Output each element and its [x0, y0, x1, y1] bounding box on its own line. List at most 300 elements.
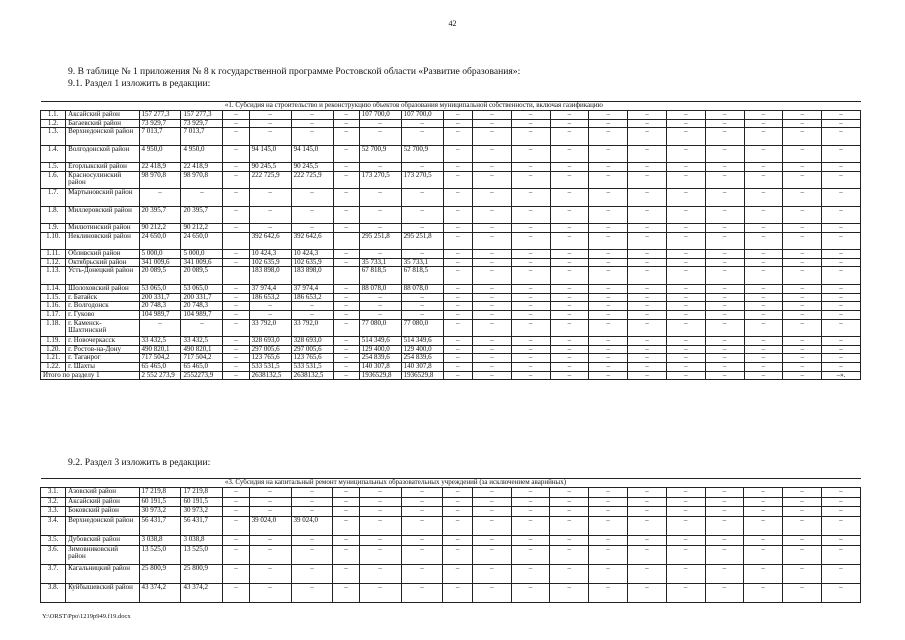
value-cell: – — [333, 171, 359, 188]
table-row — [41, 488, 861, 498]
value-cell: – — [705, 293, 744, 302]
value-cell: – — [291, 128, 333, 145]
value-cell: – — [822, 310, 861, 319]
value-cell: – — [359, 535, 401, 545]
value-cell: – — [783, 206, 822, 223]
value-cell: – — [223, 284, 249, 293]
row-number: 1.5. — [41, 163, 66, 172]
value-cell: 200 331,7 — [139, 293, 181, 302]
value-cell: – — [589, 583, 628, 602]
value-cell: – — [472, 284, 511, 293]
value-cell: – — [666, 232, 705, 249]
municipality-name: г. Каменск-Шахтинский — [66, 319, 139, 336]
value-cell: – — [628, 145, 667, 162]
value-cell: 37 974,4 — [249, 284, 291, 293]
value-cell: – — [359, 206, 401, 223]
value-cell: – — [783, 371, 822, 380]
value-cell — [223, 232, 249, 249]
value-cell: – — [783, 564, 822, 583]
value-cell: – — [511, 371, 550, 380]
value-cell: – — [628, 128, 667, 145]
value-cell: 33 792,0 — [291, 319, 333, 336]
value-cell: – — [666, 345, 705, 354]
value-cell: – — [333, 163, 359, 172]
subsidy-table-section-1 — [40, 101, 861, 380]
value-cell: – — [705, 488, 744, 498]
value-cell: – — [359, 189, 401, 206]
value-cell: – — [744, 145, 783, 162]
value-cell: – — [627, 497, 666, 507]
municipality-name: Волгодонской район — [66, 145, 139, 162]
value-cell: – — [223, 163, 249, 172]
row-number: 3.6. — [41, 545, 66, 564]
table-row — [41, 345, 861, 354]
value-cell: – — [589, 564, 628, 583]
table-row — [41, 363, 861, 372]
value-cell: – — [744, 293, 783, 302]
value-cell: – — [822, 293, 861, 302]
value-cell: – — [666, 267, 705, 284]
value-cell: – — [822, 337, 861, 346]
value-cell: – — [472, 250, 511, 259]
value-cell: – — [628, 302, 667, 311]
value-cell: 7 013,7 — [139, 128, 181, 145]
table-row — [41, 258, 861, 267]
value-cell: – — [550, 128, 589, 145]
value-cell: – — [511, 497, 550, 507]
value-cell: – — [744, 111, 783, 120]
value-cell: – — [333, 258, 359, 267]
section-header-row — [41, 479, 861, 488]
value-cell: 222 725,9 — [249, 171, 291, 188]
value-cell: – — [589, 310, 628, 319]
value-cell: – — [550, 319, 589, 336]
value-cell: – — [333, 545, 359, 564]
value-cell: – — [822, 232, 861, 249]
value-cell: – — [550, 302, 589, 311]
municipality-name: Красносулинский район — [66, 171, 139, 188]
municipality-name: Верхнедонской район — [66, 128, 139, 145]
value-cell: 129 400,0 — [401, 345, 443, 354]
value-cell: 39 024,0 — [291, 516, 333, 535]
value-cell: – — [550, 354, 589, 363]
row-number: 3.8. — [41, 583, 66, 602]
municipality-name: Верхнедонской район — [66, 516, 139, 535]
table-row — [41, 319, 861, 336]
value-cell: – — [628, 354, 667, 363]
value-cell: – — [822, 345, 861, 354]
value-cell: – — [443, 284, 472, 293]
row-number: 1.10. — [41, 232, 66, 249]
value-cell: – — [821, 507, 860, 517]
value-cell: 22 418,9 — [181, 163, 223, 172]
intro-line-2: 9.1. Раздел 1 изложить в редакции: — [68, 78, 211, 89]
row-number: 1.21. — [41, 354, 66, 363]
value-cell: 183 898,0 — [291, 267, 333, 284]
value-cell: 94 145,0 — [249, 145, 291, 162]
value-cell: – — [783, 145, 822, 162]
value-cell: – — [628, 319, 667, 336]
value-cell: – — [705, 163, 744, 172]
value-cell: – — [443, 319, 472, 336]
value-cell: – — [333, 488, 359, 498]
value-cell: – — [666, 545, 705, 564]
value-cell: 13 525,0 — [139, 545, 181, 564]
value-cell: – — [666, 310, 705, 319]
municipality-name: Миллеровский район — [66, 206, 139, 223]
value-cell: – — [401, 497, 443, 507]
value-cell: 73 929,7 — [139, 119, 181, 128]
value-cell: 5 000,0 — [181, 250, 223, 259]
value-cell: 88 078,0 — [401, 284, 443, 293]
value-cell: 37 974,4 — [291, 284, 333, 293]
value-cell: – — [139, 319, 181, 336]
value-cell: – — [223, 171, 249, 188]
value-cell: 341 009,6 — [181, 258, 223, 267]
table-row — [41, 497, 861, 507]
value-cell: 7 013,7 — [181, 128, 223, 145]
value-cell: – — [550, 583, 589, 602]
value-cell: – — [628, 293, 667, 302]
value-cell: – — [589, 545, 628, 564]
value-cell: – — [443, 488, 472, 498]
value-cell: – — [822, 163, 861, 172]
value-cell: – — [511, 319, 550, 336]
value-cell: – — [666, 224, 705, 233]
value-cell: – — [291, 310, 333, 319]
value-cell: – — [783, 507, 822, 517]
value-cell: – — [744, 119, 783, 128]
value-cell: 90 212,2 — [139, 224, 181, 233]
value-cell: – — [511, 111, 550, 120]
table-row — [41, 545, 861, 564]
value-cell: – — [744, 354, 783, 363]
value-cell: 5 000,0 — [139, 250, 181, 259]
table-row — [41, 535, 861, 545]
value-cell: – — [472, 119, 511, 128]
value-cell: – — [822, 189, 861, 206]
value-cell: – — [705, 258, 744, 267]
value-cell: – — [443, 516, 472, 535]
value-cell: – — [627, 488, 666, 498]
value-cell: – — [550, 284, 589, 293]
row-number: 1.6. — [41, 171, 66, 188]
value-cell: – — [550, 564, 589, 583]
table-row — [41, 171, 861, 188]
value-cell: – — [744, 371, 783, 380]
value-cell: – — [472, 354, 511, 363]
table-row — [41, 163, 861, 172]
value-cell: – — [705, 224, 744, 233]
value-cell: – — [705, 119, 744, 128]
value-cell: 186 653,2 — [291, 293, 333, 302]
value-cell: 17 219,8 — [139, 488, 181, 498]
value-cell: 39 024,0 — [249, 516, 291, 535]
value-cell: – — [821, 488, 860, 498]
value-cell: – — [511, 171, 550, 188]
value-cell: – — [550, 545, 589, 564]
value-cell: – — [666, 371, 705, 380]
value-cell: – — [822, 319, 861, 336]
value-cell: – — [666, 488, 705, 498]
value-cell: 52 700,9 — [401, 145, 443, 162]
value-cell: – — [333, 250, 359, 259]
value-cell: – — [666, 337, 705, 346]
value-cell: – — [249, 535, 291, 545]
value-cell: – — [783, 258, 822, 267]
value-cell: – — [401, 507, 443, 517]
value-cell: – — [550, 507, 589, 517]
value-cell: – — [628, 111, 667, 120]
value-cell: – — [401, 206, 443, 223]
municipality-name: г. Ростов-на-Дону — [66, 345, 139, 354]
value-cell: – — [705, 128, 744, 145]
value-cell: – — [666, 111, 705, 120]
value-cell: –». — [822, 371, 861, 380]
value-cell: – — [705, 302, 744, 311]
value-cell: 186 653,2 — [249, 293, 291, 302]
value-cell: – — [401, 310, 443, 319]
value-cell: – — [705, 583, 744, 602]
value-cell: – — [472, 337, 511, 346]
value-cell: – — [821, 516, 860, 535]
value-cell: – — [359, 583, 401, 602]
value-cell: – — [744, 310, 783, 319]
value-cell: – — [666, 497, 705, 507]
value-cell: – — [589, 302, 628, 311]
table-row — [41, 232, 861, 249]
value-cell: 104 989,7 — [139, 310, 181, 319]
value-cell: – — [223, 128, 249, 145]
value-cell: – — [443, 535, 472, 545]
value-cell: – — [359, 250, 401, 259]
value-cell: – — [333, 337, 359, 346]
value-cell: – — [291, 302, 333, 311]
value-cell: 295 251,8 — [401, 232, 443, 249]
value-cell: – — [443, 232, 472, 249]
value-cell: – — [223, 345, 249, 354]
value-cell: – — [511, 583, 550, 602]
value-cell: – — [401, 535, 443, 545]
value-cell: – — [550, 535, 589, 545]
value-cell: – — [443, 224, 472, 233]
value-cell: – — [443, 345, 472, 354]
value-cell: – — [783, 128, 822, 145]
value-cell: – — [744, 250, 783, 259]
table-row — [41, 224, 861, 233]
value-cell: – — [333, 224, 359, 233]
value-cell: – — [705, 250, 744, 259]
value-cell: – — [401, 293, 443, 302]
value-cell: – — [511, 258, 550, 267]
value-cell: – — [628, 310, 667, 319]
value-cell: 157 277,3 — [139, 111, 181, 120]
value-cell: – — [628, 371, 667, 380]
value-cell: – — [783, 119, 822, 128]
value-cell — [333, 267, 359, 284]
value-cell: 30 973,2 — [181, 507, 223, 517]
row-number: 3.7. — [41, 564, 66, 583]
value-cell: – — [627, 564, 666, 583]
value-cell: – — [666, 206, 705, 223]
value-cell: – — [589, 497, 628, 507]
subsidy-table-section-3 — [40, 478, 861, 603]
value-cell: 17 219,8 — [181, 488, 223, 498]
value-cell: – — [511, 302, 550, 311]
value-cell: – — [783, 293, 822, 302]
value-cell: 4 950,0 — [181, 145, 223, 162]
row-number: 1.3. — [41, 128, 66, 145]
value-cell: – — [511, 564, 550, 583]
value-cell: – — [333, 516, 359, 535]
value-cell: – — [783, 516, 822, 535]
value-cell: – — [666, 128, 705, 145]
value-cell: – — [783, 319, 822, 336]
value-cell: 20 395,7 — [181, 206, 223, 223]
value-cell: – — [333, 371, 359, 380]
value-cell: – — [550, 119, 589, 128]
value-cell: – — [223, 583, 249, 602]
value-cell: 35 733,1 — [359, 258, 401, 267]
value-cell: – — [333, 111, 359, 120]
value-cell: – — [443, 250, 472, 259]
table-row — [41, 564, 861, 583]
value-cell: – — [249, 302, 291, 311]
value-cell: – — [589, 189, 628, 206]
value-cell: – — [333, 293, 359, 302]
value-cell: 20 395,7 — [139, 206, 181, 223]
value-cell: 328 693,0 — [249, 337, 291, 346]
value-cell: – — [744, 516, 783, 535]
value-cell: – — [223, 363, 249, 372]
value-cell: – — [249, 310, 291, 319]
value-cell: – — [333, 119, 359, 128]
value-cell: 33 792,0 — [249, 319, 291, 336]
value-cell: – — [666, 363, 705, 372]
value-cell: – — [822, 171, 861, 188]
value-cell: – — [705, 206, 744, 223]
value-cell: – — [783, 583, 822, 602]
value-cell: 328 693,0 — [291, 337, 333, 346]
value-cell: – — [401, 189, 443, 206]
value-cell: – — [589, 363, 628, 372]
header-spacer — [41, 102, 223, 111]
value-cell: – — [511, 250, 550, 259]
value-cell: – — [472, 302, 511, 311]
value-cell: – — [401, 564, 443, 583]
value-cell: 43 374,2 — [139, 583, 181, 602]
value-cell: – — [550, 516, 589, 535]
municipality-name: Кагальницкий район — [66, 564, 139, 583]
value-cell: – — [333, 145, 359, 162]
value-cell: – — [223, 354, 249, 363]
value-cell: 140 307,8 — [401, 363, 443, 372]
value-cell: – — [822, 267, 861, 284]
value-cell: – — [589, 232, 628, 249]
value-cell: – — [822, 119, 861, 128]
row-number: 1.4. — [41, 145, 66, 162]
value-cell: – — [291, 507, 333, 517]
value-cell: – — [249, 564, 291, 583]
value-cell: – — [472, 497, 511, 507]
value-cell: – — [472, 171, 511, 188]
value-cell: – — [744, 267, 783, 284]
municipality-name: Багаевский район — [66, 119, 139, 128]
value-cell: – — [291, 535, 333, 545]
value-cell: – — [223, 371, 249, 380]
value-cell: – — [822, 145, 861, 162]
value-cell: – — [249, 497, 291, 507]
value-cell: – — [472, 267, 511, 284]
value-cell: – — [783, 189, 822, 206]
value-cell: – — [443, 206, 472, 223]
value-cell: 717 504,2 — [139, 354, 181, 363]
value-cell: – — [401, 119, 443, 128]
value-cell: – — [333, 583, 359, 602]
value-cell: – — [705, 564, 744, 583]
value-cell: – — [744, 258, 783, 267]
value-cell: 514 349,6 — [401, 337, 443, 346]
value-cell: – — [705, 232, 744, 249]
value-cell: – — [550, 258, 589, 267]
value-cell: 20 748,3 — [139, 302, 181, 311]
value-cell: – — [472, 535, 511, 545]
header-spacer — [41, 479, 223, 488]
value-cell: – — [821, 545, 860, 564]
value-cell: – — [443, 545, 472, 564]
value-cell: – — [443, 310, 472, 319]
value-cell: – — [627, 583, 666, 602]
value-cell: – — [744, 163, 783, 172]
value-cell: – — [783, 267, 822, 284]
value-cell: – — [472, 111, 511, 120]
value-cell: – — [666, 564, 705, 583]
value-cell: 13 525,0 — [181, 545, 223, 564]
value-cell: – — [550, 497, 589, 507]
value-cell: – — [705, 345, 744, 354]
value-cell: 717 504,2 — [181, 354, 223, 363]
value-cell: – — [511, 345, 550, 354]
municipality-name: г. Батайск — [66, 293, 139, 302]
value-cell: – — [472, 363, 511, 372]
value-cell: – — [589, 119, 628, 128]
value-cell: – — [628, 189, 667, 206]
value-cell: 140 307,8 — [359, 363, 401, 372]
value-cell: – — [223, 145, 249, 162]
value-cell: – — [589, 171, 628, 188]
value-cell: – — [589, 354, 628, 363]
value-cell: – — [744, 497, 783, 507]
value-cell: 90 245,5 — [249, 163, 291, 172]
value-cell: – — [472, 310, 511, 319]
value-cell: – — [628, 163, 667, 172]
row-number: 1.16. — [41, 302, 66, 311]
value-cell: 20 089,5 — [139, 267, 181, 284]
value-cell: – — [705, 337, 744, 346]
value-cell: – — [550, 488, 589, 498]
value-cell: – — [443, 258, 472, 267]
value-cell: 2638132,5 — [249, 371, 291, 380]
value-cell: – — [589, 371, 628, 380]
value-cell: 2638132,5 — [291, 371, 333, 380]
value-cell: – — [666, 119, 705, 128]
value-cell: – — [223, 497, 249, 507]
value-cell: – — [401, 224, 443, 233]
value-cell: – — [821, 583, 860, 602]
value-cell: – — [511, 516, 550, 535]
value-cell: 10 424,3 — [291, 250, 333, 259]
value-cell: 533 531,5 — [249, 363, 291, 372]
